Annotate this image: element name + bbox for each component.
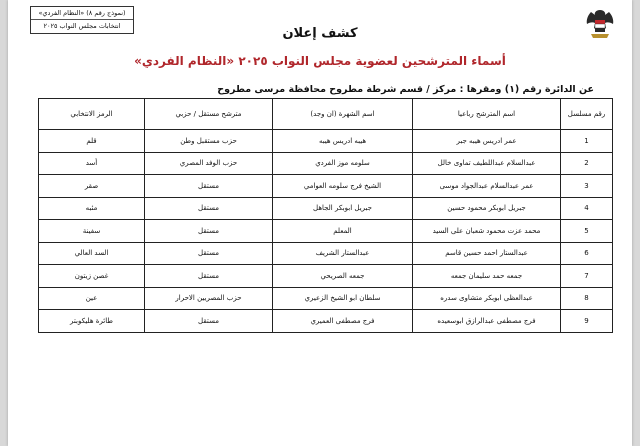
cell-symbol: السد العالي: [39, 242, 145, 265]
cell-serial: 2: [561, 152, 613, 175]
cell-symbol: أسد: [39, 152, 145, 175]
table-row: [39, 242, 613, 265]
cell-symbol: سفينة: [39, 220, 145, 243]
page-title: كشف إعلان: [282, 26, 358, 41]
header-symbol: الرمز الانتخابي: [39, 99, 145, 130]
cell-candidate-name: عمر ادريس هيبه جبر: [413, 130, 561, 153]
cell-symbol: غصن زيتون: [39, 265, 145, 288]
cell-affiliation: مستقل: [145, 242, 273, 265]
cell-symbol: قلم: [39, 130, 145, 153]
header-nickname: اسم الشهرة (ان وجد): [273, 99, 413, 130]
cell-candidate-name: عبدالسلام عبداللطيف تماوى خالل: [413, 152, 561, 175]
cell-affiliation: مستقل: [145, 175, 273, 198]
cell-affiliation: مستقل: [145, 197, 273, 220]
table-row: [39, 197, 613, 220]
cell-nickname: جمعه الصريحي: [273, 265, 413, 288]
cell-serial: 4: [561, 197, 613, 220]
table-row: [39, 175, 613, 198]
table-row: [39, 287, 613, 310]
cell-candidate-name: فرج مصطفى عبدالرازق ابوسعيده: [413, 310, 561, 333]
cell-nickname: سلطان ابو الشيخ الزعيري: [273, 287, 413, 310]
cell-symbol: طائرة هليكوبتر: [39, 310, 145, 333]
cell-symbol: صقر: [39, 175, 145, 198]
cell-nickname: عبدالستار الشريف: [273, 242, 413, 265]
cell-nickname: المعلم: [273, 220, 413, 243]
cell-affiliation: مستقل: [145, 310, 273, 333]
cell-affiliation: مستقل: [145, 265, 273, 288]
cell-candidate-name: عبدالعظى ابوبكر متشاوى سدره: [413, 287, 561, 310]
cell-candidate-name: محمد عزت محمود شعبان على السيد: [413, 220, 561, 243]
cell-nickname: جبريل ابوبكر الجاهل: [273, 197, 413, 220]
cell-serial: 6: [561, 242, 613, 265]
district-info: عن الدائرة رقم (١) ومقرها : مركز / قسم شرطة مطروح محافظة مرسى مطروح: [217, 84, 594, 95]
header-candidate-name: اسم المترشح رباعيا: [413, 99, 561, 130]
table-row: [39, 152, 613, 175]
table-row: [39, 310, 613, 333]
cell-serial: 7: [561, 265, 613, 288]
table-header-row: [39, 99, 613, 130]
cell-serial: 8: [561, 287, 613, 310]
cell-candidate-name: جبريل ابوبكر محمود حسين: [413, 197, 561, 220]
cell-affiliation: حزب الوفد المصري: [145, 152, 273, 175]
header-affiliation: مترشح مستقل / حزبي: [145, 99, 273, 130]
cell-serial: 1: [561, 130, 613, 153]
cell-nickname: فرج مصطفى العميري: [273, 310, 413, 333]
cell-candidate-name: جمعه حمد سليمان جمعه: [413, 265, 561, 288]
stamp-line-1: (نموذج رقم ٨) «النظام الفردي»: [31, 7, 133, 20]
page-subtitle: أسماء المترشحين لعضوية مجلس النواب ٢٠٢٥ «النظام الفردي»: [134, 54, 506, 68]
header-serial: رقم مسلسل: [561, 99, 613, 130]
cell-affiliation: مستقل: [145, 220, 273, 243]
cell-serial: 3: [561, 175, 613, 198]
cell-serial: 9: [561, 310, 613, 333]
document-page: [8, 0, 632, 446]
candidates-table: [38, 98, 613, 333]
cell-nickname: الشيخ فرج سلومه العوامي: [273, 175, 413, 198]
cell-serial: 5: [561, 220, 613, 243]
table-row: [39, 220, 613, 243]
cell-symbol: مئبه: [39, 197, 145, 220]
cell-affiliation: حزب مستقبل وطن: [145, 130, 273, 153]
table-row: [39, 130, 613, 153]
cell-nickname: هيبه ادريس هيبه: [273, 130, 413, 153]
cell-symbol: عين: [39, 287, 145, 310]
cell-affiliation: حزب المصريين الاحرار: [145, 287, 273, 310]
cell-candidate-name: عبدالستار احمد حسين قاسم: [413, 242, 561, 265]
table-row: [39, 265, 613, 288]
cell-candidate-name: عمر عبدالسلام عبدالجواد موسى: [413, 175, 561, 198]
cell-nickname: سلومه موز الفردي: [273, 152, 413, 175]
stamp-line-2: انتخابات مجلس النواب ٢٠٢٥: [43, 22, 121, 30]
